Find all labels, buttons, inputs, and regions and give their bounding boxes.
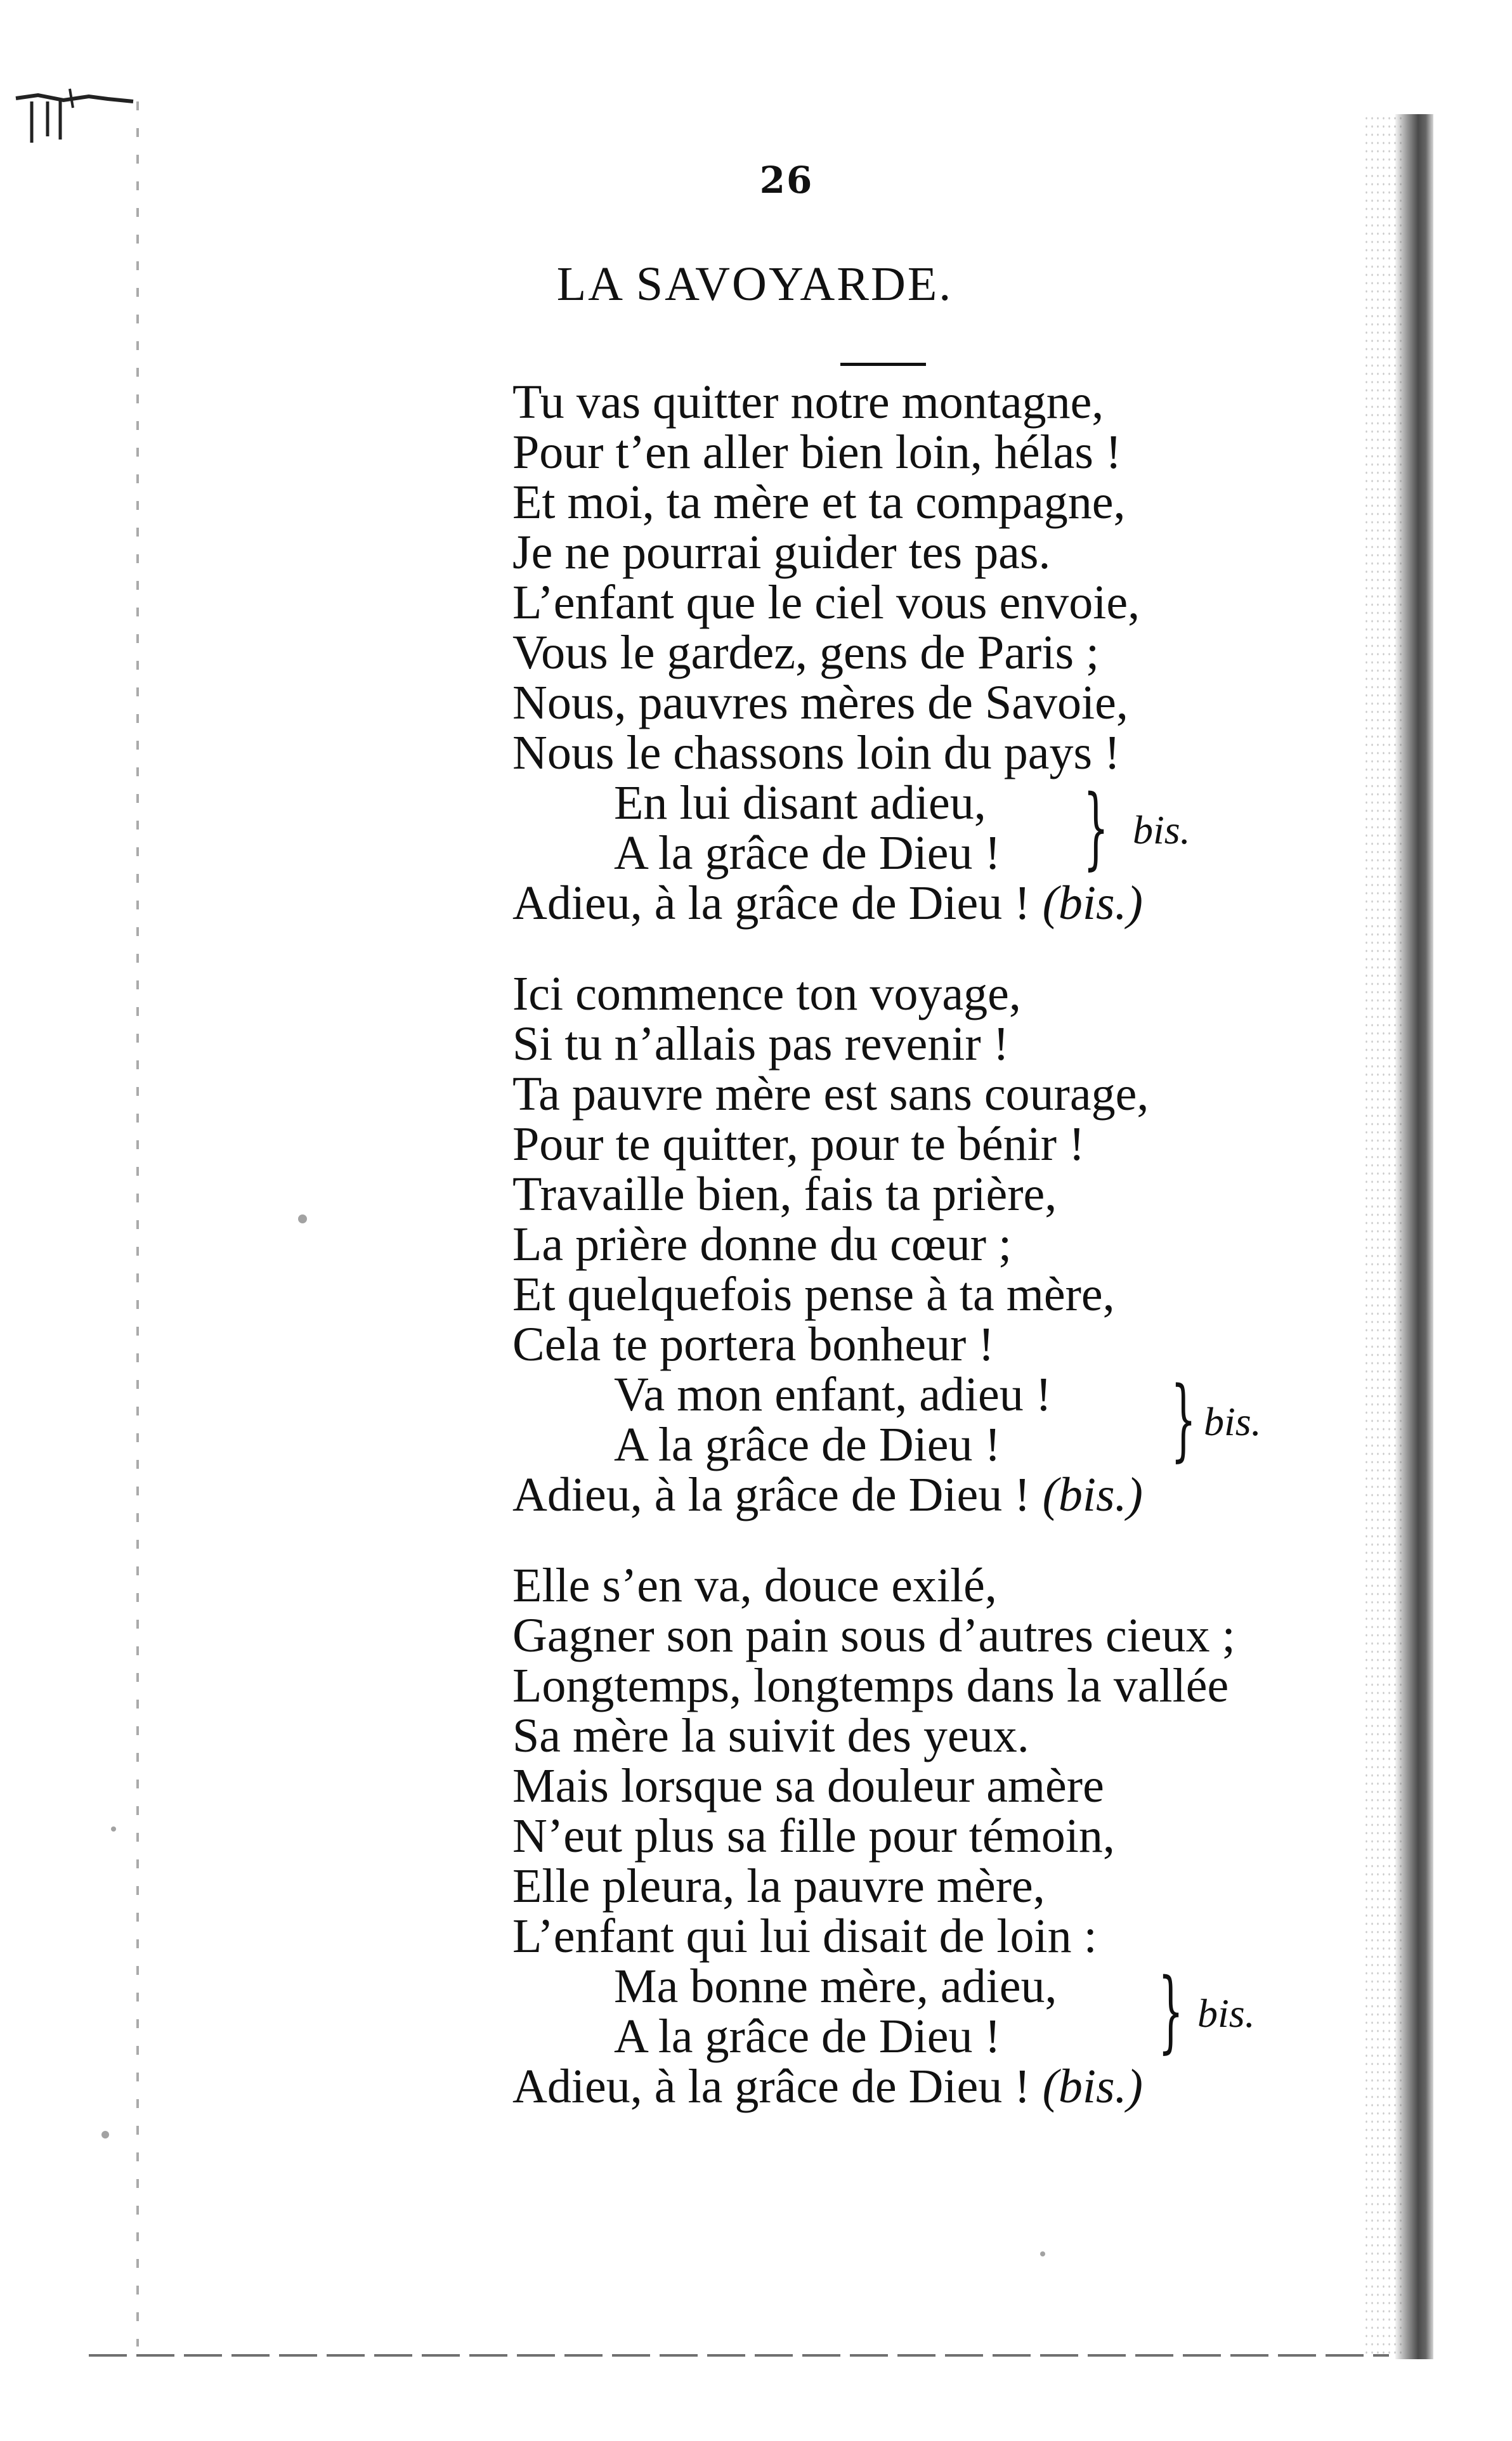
stanza [512,377,1400,928]
poem-line: Gagner son pain sous d’autres cieux ; [512,1609,1235,1662]
poem-line: Tu vas quitter notre montagne, [512,375,1104,429]
poem-line: Cela te portera bonheur ! [512,1318,994,1371]
closing-repeat-mark: (bis.) [1042,1468,1143,1521]
closing-repeat-mark: (bis.) [1042,2060,1143,2113]
refrain-line: A la grâce de Dieu ! [614,1418,1001,1471]
refrain-line: Va mon enfant, adieu ! [614,1368,1052,1421]
refrain-line: A la grâce de Dieu ! [614,826,1001,880]
repeat-mark: bis. [1204,1399,1261,1444]
poem-line: L’enfant que le ciel vous envoie, [512,576,1140,629]
poem-line: La prière donne du cœur ; [512,1218,1012,1271]
poem-line: L’enfant qui lui disait de loin : [512,1910,1097,1963]
printer-mark-icon [13,82,140,152]
stanza [512,969,1400,1520]
refrain [512,778,1400,878]
poem-line: Et quelquefois pense à ta mère, [512,1268,1115,1321]
print-speckle [101,2131,109,2138]
poem-line: Nous le chassons loin du pays ! [512,726,1121,779]
closing-repeat-mark: (bis.) [1042,876,1143,930]
brace-icon: } [1171,1368,1197,1471]
poem-line: Pour te quitter, pour te bénir ! [512,1117,1085,1171]
page-number: 26 [759,159,814,202]
poem-line: Longtemps, longtemps dans la vallée [512,1659,1229,1712]
print-speckle [1040,2251,1045,2256]
print-speckle [298,1214,307,1223]
closing-text: Adieu, à la grâce de Dieu ! [512,1468,1031,1521]
closing-line [512,878,1400,928]
refrain [512,1370,1400,1470]
poem-line: Nous, pauvres mères de Savoie, [512,676,1128,729]
left-margin-rule [136,101,139,2347]
repeat-mark: bis. [1197,1991,1255,2036]
page-title: LA SAVOYARDE. [556,257,953,311]
poem-line: Pour t’en aller bien loin, hélas ! [512,426,1122,479]
refrain-line: A la grâce de Dieu ! [614,2010,1001,2063]
refrain-line: Ma bonne mère, adieu, [614,1960,1057,2013]
poem-line: Elle pleura, la pauvre mère, [512,1859,1045,1913]
print-speckle [111,1826,116,1832]
poem-line: Mais lorsque sa douleur amère [512,1759,1104,1813]
poem [512,377,1400,2112]
poem-line: Et moi, ta mère et ta compagne, [512,476,1126,529]
brace-icon: } [1158,1960,1184,2063]
poem-line: Ici commence ton voyage, [512,967,1021,1020]
bottom-rule [89,2354,1389,2357]
closing-line [512,1470,1400,1520]
stanza [512,1561,1400,2112]
repeat-mark: bis. [1133,807,1190,852]
poem-line: Si tu n’allais pas revenir ! [512,1017,1010,1071]
closing-text: Adieu, à la grâce de Dieu ! [512,876,1031,930]
brace-icon: } [1083,776,1109,880]
poem-line: Sa mère la suivit des yeux. [512,1709,1029,1762]
poem-line: Je ne pourrai guider tes pas. [512,526,1051,579]
poem-line: Elle s’en va, douce exilé, [512,1559,997,1612]
poem-line: Travaille bien, fais ta prière, [512,1168,1057,1221]
poem-line: Ta pauvre mère est sans courage, [512,1067,1149,1121]
poem-line: Vous le gardez, gens de Paris ; [512,626,1100,679]
closing-text: Adieu, à la grâce de Dieu ! [512,2060,1031,2113]
closing-line [512,2062,1400,2112]
refrain [512,1962,1400,2062]
title-divider [840,363,926,366]
refrain-line: En lui disant adieu, [614,776,986,830]
poem-line: N’eut plus sa fille pour témoin, [512,1809,1115,1863]
